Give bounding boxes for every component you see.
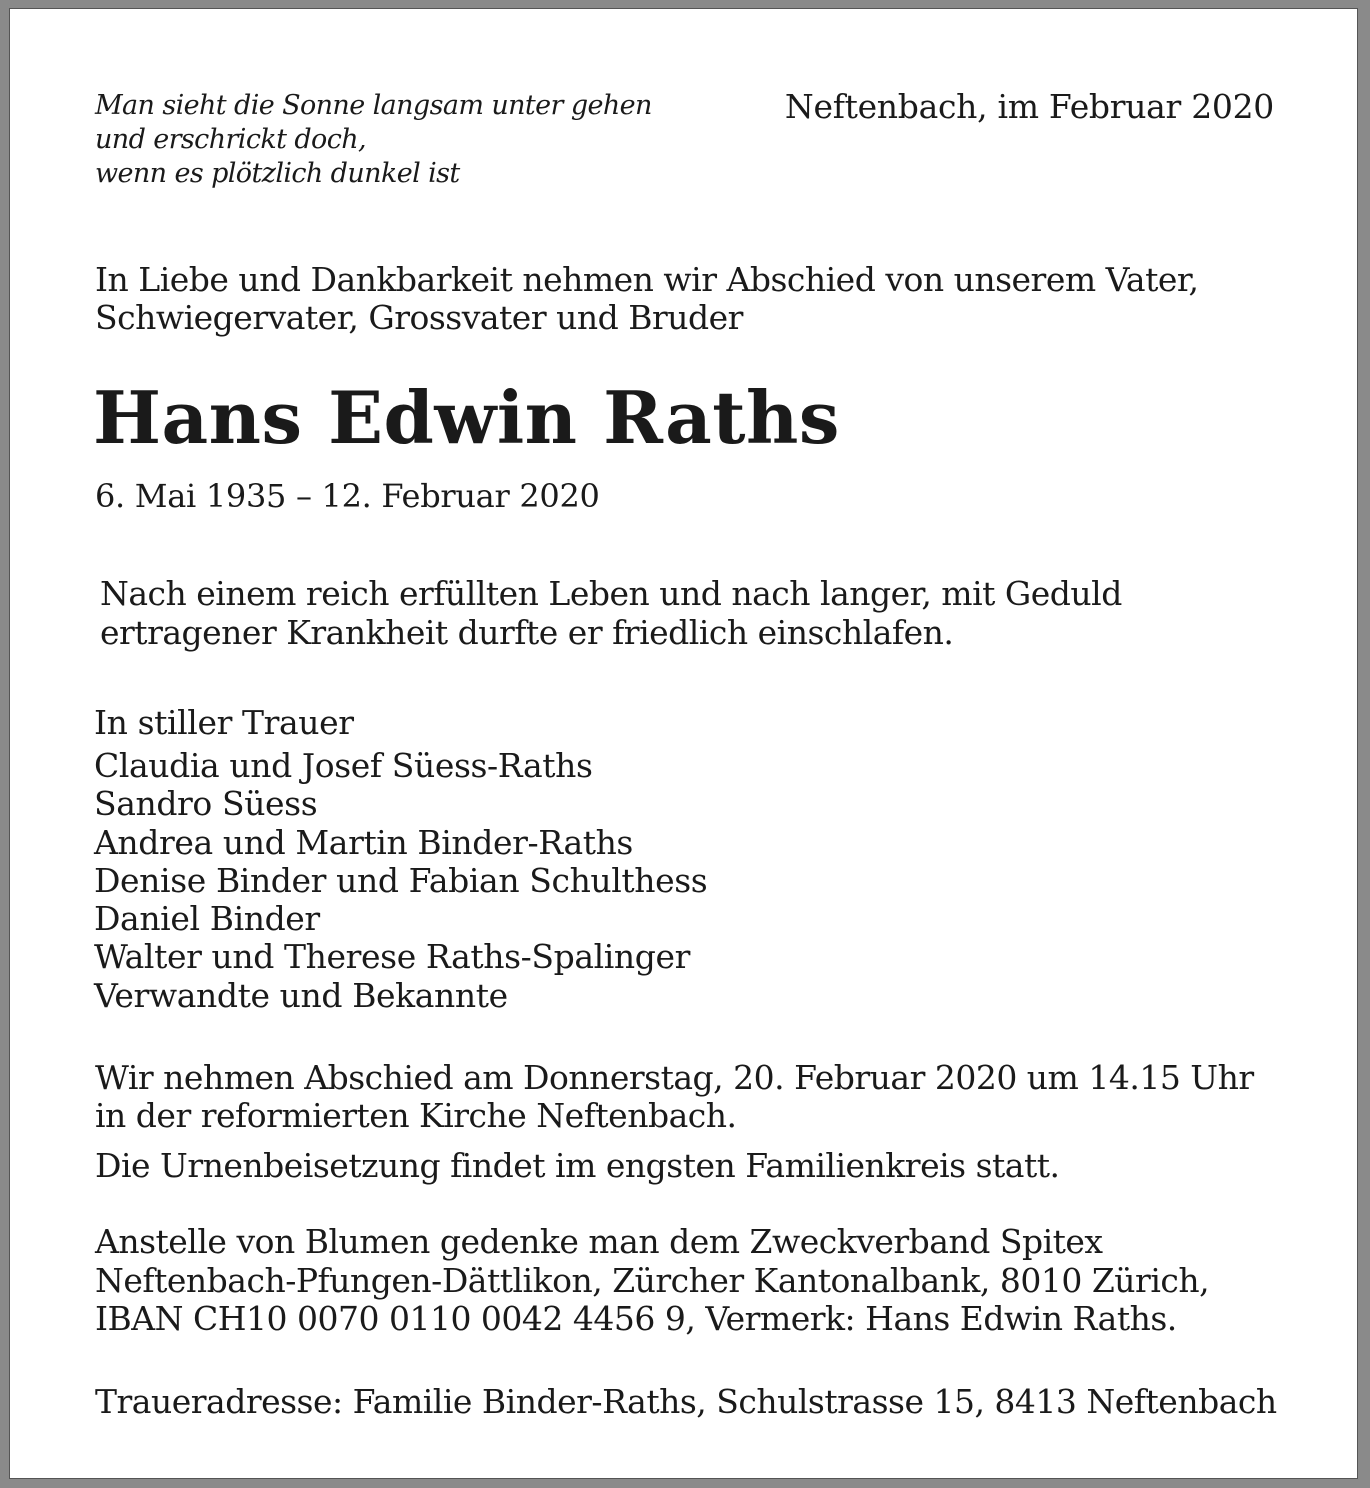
donation-line: Anstelle von Blumen gedenke man dem Zweckverband Spitex <box>95 1222 1103 1261</box>
obituary-notice <box>9 8 1358 1479</box>
mourning-address: Traueradresse: Familie Binder-Raths, Schulstrasse 15, 8413 Neftenbach <box>95 1382 1277 1421</box>
mourner-name: Sandro Süess <box>94 784 318 824</box>
intro-line: In Liebe und Dankbarkeit nehmen wir Abschied von unserem Vater, <box>95 260 1199 299</box>
donation-request <box>95 1223 1209 1339</box>
mourning-label: In stiller Trauer <box>94 703 354 742</box>
place-and-date: Neftenbach, im Februar 2020 <box>784 87 1274 126</box>
quote-line: wenn es plötzlich dunkel ist <box>95 158 460 189</box>
passing-message <box>100 574 1122 652</box>
intro-text <box>95 261 1199 337</box>
mourner-name: Claudia und Josef Süess-Raths <box>94 746 593 785</box>
intro-line: Schwiegervater, Grossvater und Bruder <box>95 298 743 337</box>
mourner-name: Denise Binder und Fabian Schulthess <box>94 860 708 900</box>
epigraph-quote <box>95 89 652 191</box>
mourner-name: Andrea und Martin Binder-Raths <box>94 822 633 862</box>
message-line: ertragener Krankheit durfte er friedlich einschlafen. <box>100 613 954 652</box>
quote-line: Man sieht die Sonne langsam unter gehen <box>95 90 652 121</box>
life-dates: 6. Mai 1935 – 12. Februar 2020 <box>95 477 600 515</box>
mourner-name: Walter und Therese Raths-Spalinger <box>94 937 690 977</box>
donation-line: Neftenbach-Pfungen-Dättlikon, Zürcher Kantonalbank, 8010 Zürich, <box>95 1260 1210 1300</box>
service-line: in der reformierten Kirche Neftenbach. <box>95 1096 737 1135</box>
service-details <box>95 1059 1254 1135</box>
mourner-name: Verwandte und Bekannte <box>94 975 508 1015</box>
burial-note: Die Urnenbeisetzung findet im engsten Familienkreis statt. <box>95 1146 1060 1185</box>
message-line: Nach einem reich erfüllten Leben und nach langer, mit Geduld <box>100 574 1122 613</box>
service-line: Wir nehmen Abschied am Donnerstag, 20. Februar 2020 um 14.15 Uhr <box>95 1058 1254 1097</box>
deceased-name: Hans Edwin Raths <box>93 375 840 460</box>
quote-line: und erschrickt doch, <box>95 124 366 155</box>
mourner-name: Daniel Binder <box>94 899 320 939</box>
mourners-list <box>94 747 707 1015</box>
donation-line: IBAN CH10 0070 0110 0042 4456 9, Vermerk: Hans Edwin Raths. <box>95 1299 1177 1338</box>
